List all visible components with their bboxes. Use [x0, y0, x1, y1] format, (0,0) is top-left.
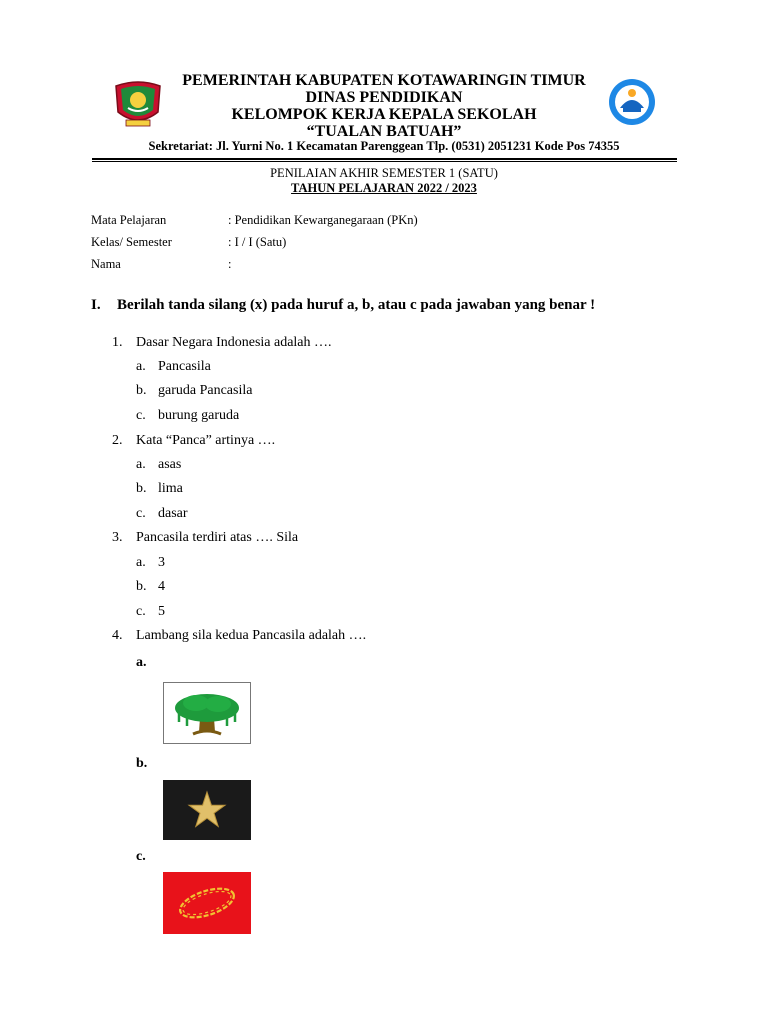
question-text: Lambang sila kedua Pancasila adalah …. [136, 628, 367, 643]
secretariat-address: Sekretariat: Jl. Yurni No. 1 Kecamatan Parenggean Tlp. (0531) 2051231 Kode Pos 74355 [148, 139, 620, 153]
question-text: Kata “Panca” artinya …. [136, 433, 276, 448]
option-letter[interactable]: a. [136, 555, 146, 570]
exam-title: PENILAIAN AKHIR SEMESTER 1 (SATU) [270, 166, 498, 180]
info-value-class: : I / I (Satu) [228, 235, 287, 249]
option-text[interactable]: garuda Pancasila [158, 383, 253, 398]
gold-star-icon[interactable] [163, 780, 251, 840]
group-motto: “TUALAN BATUAH” [306, 123, 462, 140]
question-number: 2. [112, 433, 123, 448]
info-value-name: : [228, 257, 232, 271]
option-letter[interactable]: a. [136, 359, 146, 374]
option-letter[interactable]: b. [136, 579, 147, 594]
picture-option-letter[interactable]: b. [136, 756, 148, 771]
option-letter[interactable]: c. [136, 604, 146, 619]
option-letter[interactable]: c. [136, 506, 146, 521]
agency-name: DINAS PENDIDIKAN [305, 89, 463, 106]
info-label-subject: Mata Pelajaran [91, 213, 167, 227]
working-group-name: KELOMPOK KERJA KEPALA SEKOLAH [231, 106, 537, 123]
option-text[interactable]: 4 [158, 579, 165, 594]
option-text[interactable]: lima [158, 481, 183, 496]
header-divider-thin [92, 161, 677, 162]
chain-icon[interactable] [163, 872, 251, 934]
exam-year: TAHUN PELAJARAN 2022 / 2023 [291, 181, 477, 195]
option-text[interactable]: 5 [158, 604, 165, 619]
section-instruction: Berilah tanda silang (x) pada huruf a, b, atau c pada jawaban yang benar ! [117, 297, 596, 313]
option-letter[interactable]: c. [136, 408, 146, 423]
option-letter[interactable]: b. [136, 481, 147, 496]
question-number: 1. [112, 335, 123, 350]
option-text[interactable]: 3 [158, 555, 165, 570]
banyan-tree-icon[interactable] [163, 682, 251, 744]
question-text: Dasar Negara Indonesia adalah …. [136, 335, 332, 350]
option-text[interactable]: Pancasila [158, 359, 211, 374]
option-text[interactable]: asas [158, 457, 182, 472]
government-name: PEMERINTAH KABUPATEN KOTAWARINGIN TIMUR [182, 72, 586, 89]
question-number: 3. [112, 530, 123, 545]
question-number: 4. [112, 628, 123, 643]
header-divider [92, 158, 677, 160]
option-letter[interactable]: a. [136, 457, 146, 472]
option-text[interactable]: burung garuda [158, 408, 240, 423]
option-letter[interactable]: b. [136, 383, 147, 398]
info-label-class: Kelas/ Semester [91, 235, 172, 249]
option-text[interactable]: dasar [158, 506, 188, 521]
section-number: I. [91, 297, 101, 313]
question-text: Pancasila terdiri atas …. Sila [136, 530, 299, 545]
info-label-name: Nama [91, 257, 121, 271]
info-value-subject: : Pendidikan Kewarganegaraan (PKn) [228, 213, 418, 227]
picture-option-letter[interactable]: c. [136, 849, 146, 864]
picture-option-letter[interactable]: a. [136, 655, 147, 670]
